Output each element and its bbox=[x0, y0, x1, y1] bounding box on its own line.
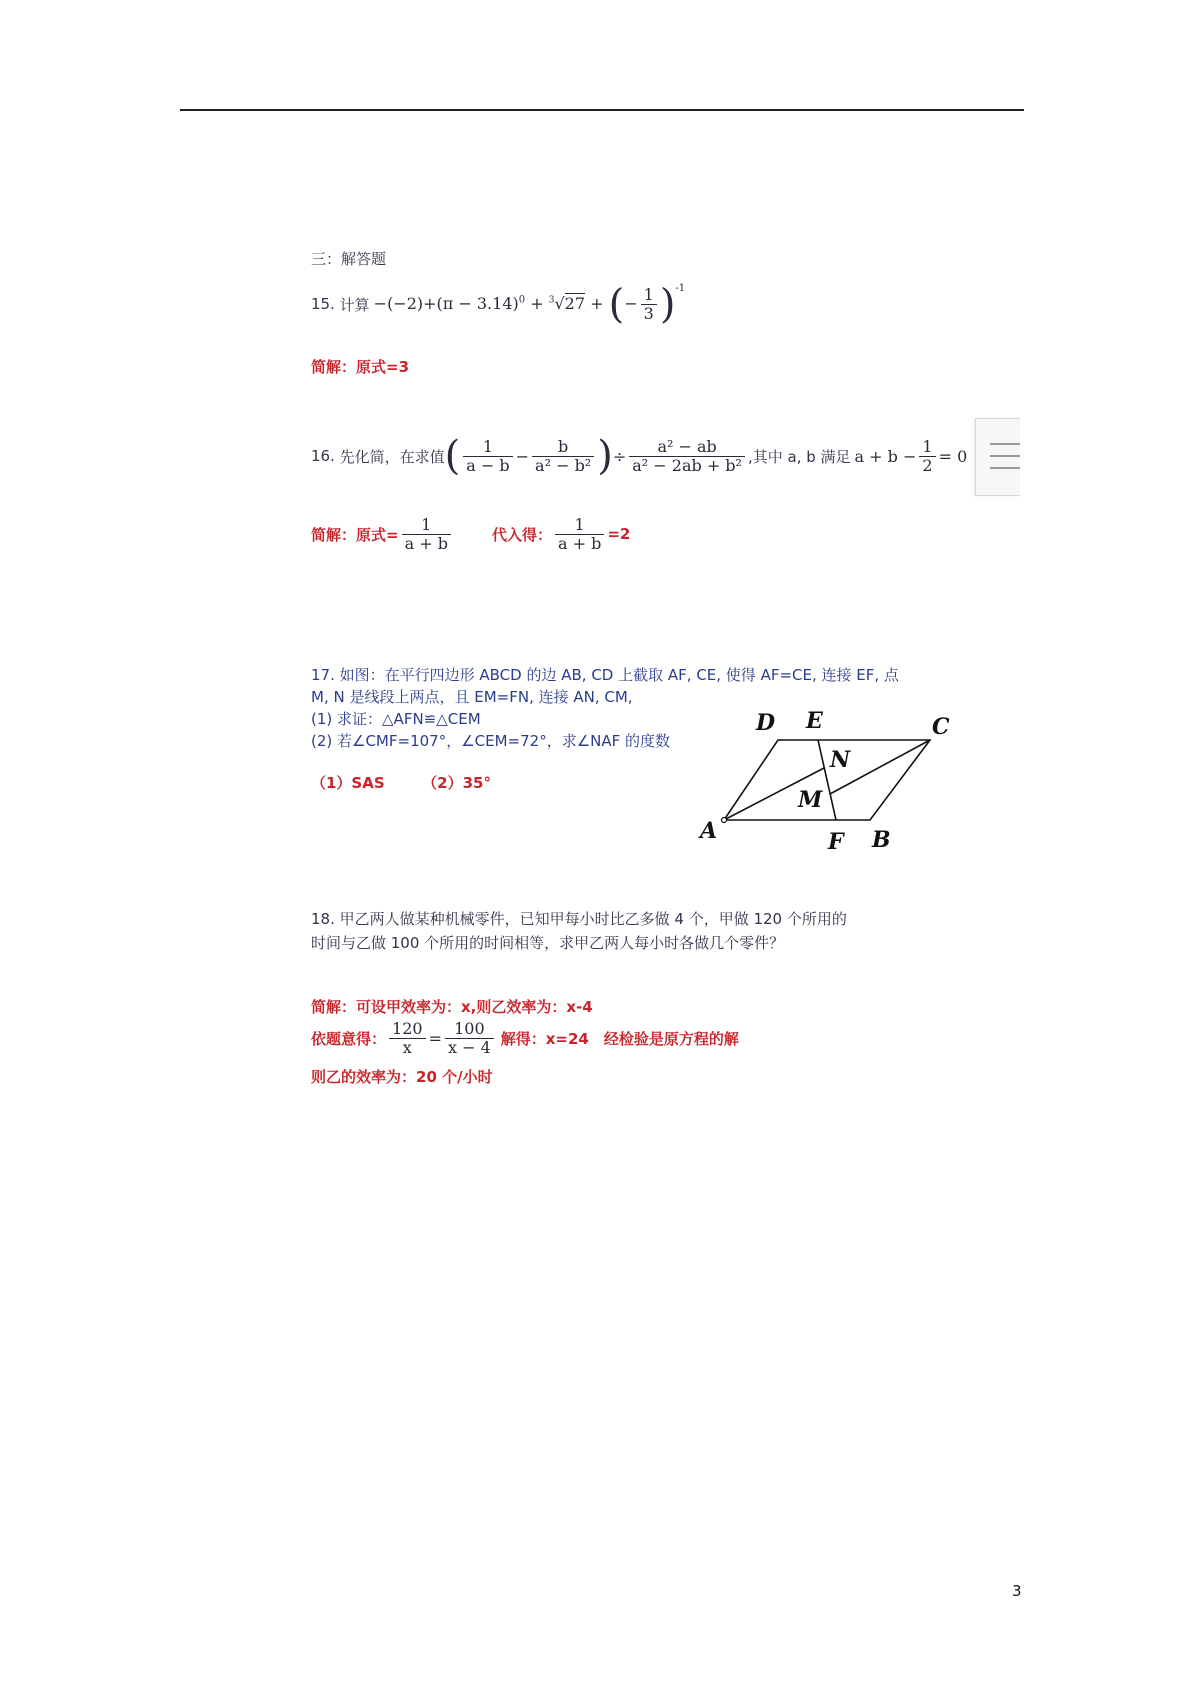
q17-line-4: (2) 若∠CMF=107°，∠CEM=72°，求∠NAF 的度数 bbox=[311, 732, 671, 750]
parallelogram-figure bbox=[690, 700, 960, 860]
q16-f1-num: 1 bbox=[463, 438, 512, 457]
question-16: 16. 先化简，在求值 ( $\frac{1}{a - b}$ − $\frac{b}{\text{a² − b²}}$ ) ÷ $\frac{\text{a² − ab}}{\text{a² − 2ab + b²}}$ ,其中 a, b 满足 a + b − $\frac{1}{2}$ = 0 bbox=[311, 433, 968, 479]
menu-line-3 bbox=[990, 467, 1020, 469]
q16-cond-tail: = 0 bbox=[938, 446, 968, 466]
q18-line-1: 18. 甲乙两人做某种机械零件，已知甲每小时比乙多做 4 个，甲做 120 个所用的 bbox=[311, 910, 847, 928]
q15-radicand: 27 bbox=[564, 294, 586, 314]
q18-line-2: 时间与乙做 100 个所用的时间相等，求甲乙两人每小时各做几个零件？ bbox=[311, 934, 785, 952]
q18-eq-right-den: x − 4 bbox=[447, 1037, 491, 1057]
q16-sub-num: 1 bbox=[555, 516, 604, 535]
q15-number: 15. bbox=[311, 295, 335, 313]
question-15: 15. 计算 $-(-2)+(\pi - 3.14)^0 + ^3√27$ + (− $\frac{1}{3}$ )$^{-1}$ bbox=[311, 281, 686, 328]
q18-eq-mid: = bbox=[428, 1028, 442, 1048]
q16-cond-den: 2 bbox=[922, 455, 933, 475]
label-m: M bbox=[798, 787, 823, 813]
menu-line-2 bbox=[990, 455, 1020, 457]
q15-radical: √ bbox=[554, 294, 565, 314]
q16-rparen: ) bbox=[597, 433, 613, 479]
page-number: 3 bbox=[1012, 1582, 1022, 1600]
section-title: 三：解答题 bbox=[311, 250, 387, 268]
label-c: C bbox=[932, 714, 950, 740]
label-b: B bbox=[872, 827, 891, 853]
q16-sub-tail: =2 bbox=[607, 525, 631, 543]
q18-eq-right-num: 100 bbox=[445, 1020, 494, 1039]
q18-ans2-tail: 解得：x=24 经检验是原方程的解 bbox=[500, 1029, 739, 1048]
label-n: N bbox=[830, 747, 851, 773]
q17-line-1: 17. 如图：在平行四边形 ABCD 的边 AB, CD 上截取 AF, CE, 使得 AF=CE, 连接 EF, 点 bbox=[311, 666, 899, 684]
q18-eq-left-den: x bbox=[402, 1037, 412, 1057]
header-rule bbox=[180, 109, 1024, 111]
q16-condition-text: ,其中 a, b 满足 bbox=[747, 447, 851, 466]
q15-frac-num: 1 bbox=[641, 286, 657, 305]
label-d: D bbox=[756, 710, 776, 736]
q16-sub-den: a + b bbox=[557, 533, 602, 553]
label-e: E bbox=[806, 708, 823, 734]
q16-number: 16. bbox=[311, 447, 335, 465]
q16-ans-den: a + b bbox=[404, 533, 448, 553]
q15-expr-a: −(−2)+(π − 3.14) bbox=[373, 294, 519, 314]
q16-sub-label: 代入得： bbox=[491, 525, 552, 544]
q16-prompt: 先化简，在求值 bbox=[339, 447, 445, 466]
q15-frac-den: 3 bbox=[643, 304, 654, 324]
q15-cbrt-index: 3 bbox=[548, 295, 555, 306]
q17-answer: （1）SAS （2）35° bbox=[311, 774, 491, 792]
q18-eq-left-num: 120 bbox=[389, 1020, 426, 1039]
q18-ans2-label: 依题意得： bbox=[311, 1029, 387, 1048]
q15-lparen: ( bbox=[608, 281, 625, 328]
label-f: F bbox=[828, 829, 844, 855]
label-a: A bbox=[700, 818, 718, 844]
side-menu-widget[interactable] bbox=[975, 418, 1020, 496]
q18-answer-line-3: 则乙的效率为：20 个/小时 bbox=[311, 1068, 493, 1086]
q16-cond-num: 1 bbox=[919, 438, 935, 457]
menu-line-1 bbox=[990, 443, 1020, 445]
q16-f1-den: a − b bbox=[466, 455, 510, 475]
q16-cond-expr: a + b − bbox=[854, 446, 917, 466]
q15-answer: 简解：原式=3 bbox=[311, 358, 410, 376]
q16-f3-den: a² − 2ab + b² bbox=[632, 455, 742, 475]
q15-expr-b: + bbox=[530, 294, 544, 314]
point-a-marker bbox=[722, 818, 727, 823]
q18-answer-line-1: 简解：可设甲效率为：x,则乙效率为：x-4 bbox=[311, 998, 593, 1016]
q18-answer-line-2 bbox=[311, 1016, 739, 1060]
q15-rparen: ) bbox=[659, 281, 676, 328]
q16-answer bbox=[311, 512, 630, 556]
q17-line-2: M, N 是线段上两点，且 EM=FN, 连接 AN, CM, bbox=[311, 688, 633, 706]
q16-f2-num: b bbox=[532, 438, 594, 457]
q16-lparen: ( bbox=[444, 433, 461, 479]
q15-exp0: 0 bbox=[518, 294, 526, 306]
q15-prompt: 计算 bbox=[339, 295, 370, 314]
q16-f3-num: a² − ab bbox=[629, 438, 745, 457]
q16-answer-label: 简解：原式= bbox=[311, 525, 399, 544]
q17-line-3: (1) 求证：△AFN≌△CEM bbox=[311, 710, 481, 728]
q15-exp-neg1: -1 bbox=[675, 283, 686, 295]
q16-ans-num: 1 bbox=[402, 516, 451, 535]
q16-f2-den: a² − b² bbox=[535, 455, 592, 475]
q15-expr-c: + bbox=[590, 294, 604, 314]
